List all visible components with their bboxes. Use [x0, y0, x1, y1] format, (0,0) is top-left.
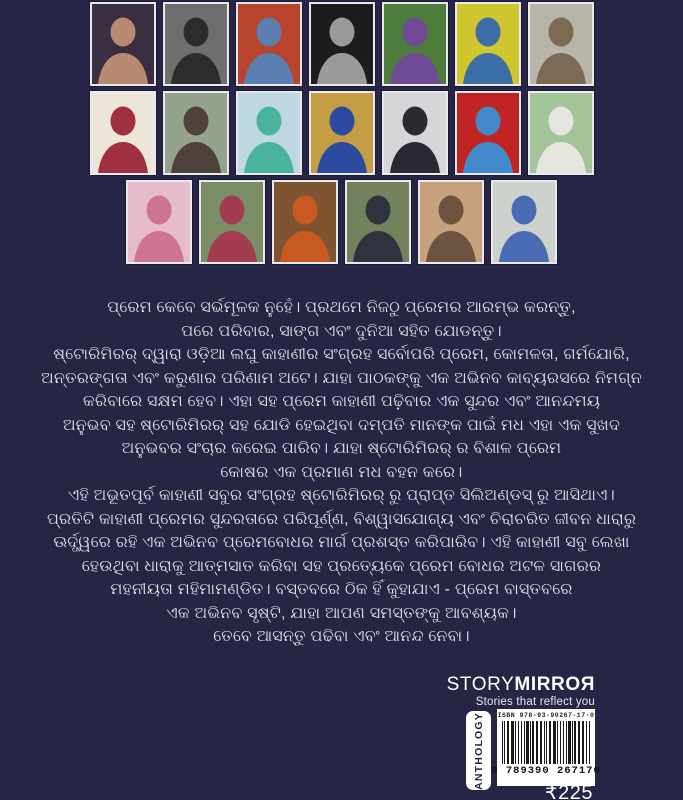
storymirror-logo: [447, 674, 595, 696]
author-photo-man-light-blue-shirt: [491, 180, 557, 264]
person-silhouette: [384, 93, 446, 173]
author-photo-woman-orange-sari: [272, 180, 338, 264]
person-silhouette: [530, 4, 592, 84]
author-photo-man-suit-glasses-outdoors: [345, 180, 411, 264]
blurb-line: କୋଷର ଏକ ପ୍ରମାଣ ମଧ ବହନ କରେ।: [220, 463, 463, 481]
author-photo-woman-white-dupatta-green-background: [528, 91, 594, 175]
blurb-line: ହେଉଥିବା ଧାରାକୁ ଆତ୍ମସାତ କରିବା ସହ ପ୍ରତ୍ୟେକେ ପ୍ରେମ ବୋଧର ଅଟଳ ସାଗରର: [81, 557, 602, 575]
blurb-line: ଏହି ଅଭୂତପୂର୍ବ କାହାଣୀ ସବୁର ସଂଗ୍ରହ ଷ୍ଟୋରିମିରର୍ ରୁ ପ୍ରାପ୍ତ ସିଲିଅଣ୍ଡସ୍ ରୁ ଆସିଥାଏ।: [68, 487, 615, 504]
logo-tagline: Stories that reflect you: [475, 696, 595, 708]
author-photo-man-purple-shirt-green-background: [382, 2, 448, 86]
blurb-line: କରିବାରେ ସକ୍ଷମ ହେବ। ଏହା ସହ ପ୍ରେମ କାହାଣୀ ପଢ଼ିବାର ଏକ ସୁନ୍ଦର ଏବଂ ଆନନ୍ଦମୟ: [82, 393, 601, 410]
blurb-line: ମହନୀୟତା ମହିମାମଣ୍ଡିତ। ବସ୍ତବରେ ଠିକ ହିଁ କୁହାଯାଏ - ପ୍ରେମ ବାସ୍ତବରେ: [110, 581, 573, 598]
barcode-number: 9 789390 267170: [491, 765, 601, 777]
blurb-line: ପ୍ରେମ କେବେ ସର୍ଭମୂଳକ ନୁହେଁ। ପ୍ରଥମେ ନିଜଠୁ ପ୍ରେମର ଆରମ୍ଭ କରନ୍ତୁ,: [107, 299, 576, 316]
blurb-line: ପରେ ପରିବାର, ସାଙ୍ଗ ଏବଂ ଦୁନିଆ ସହିତ ଯୋଡନ୍ତୁ।: [181, 322, 502, 340]
person-silhouette: [311, 4, 373, 84]
blurb-line: ଏକ ଅଭିନବ ସୃଷ୍ଟି, ଯାହା ଆପଣ ସମସ୍ତଙ୍କୁ ଆବଶ୍ୟକ।: [166, 604, 517, 622]
person-silhouette: [420, 182, 482, 262]
barcode-bars: [502, 721, 590, 764]
author-photo-man-striped-shirt-outdoors: [199, 180, 265, 264]
isbn-barcode: [491, 709, 601, 786]
authors-photo-grid: [0, 2, 683, 264]
anthology-badge: [466, 711, 491, 790]
person-silhouette: [92, 4, 154, 84]
person-silhouette: [311, 93, 373, 173]
photo-row: [0, 180, 683, 264]
person-silhouette: [493, 182, 555, 262]
blurb-line: ଊର୍ଦ୍ଧ୍ୱରେ ରହି ଏକ ଅଭିନବ ପ୍ରେମବୋଧର ମାର୍ଗ ପ୍ରଶସ୍ତ କରିପାରିବ। ଏହି କାହାଣୀ ସବୁ ଲେଖା: [53, 534, 630, 551]
person-silhouette: [457, 4, 519, 84]
author-photo-man-black-and-white: [163, 2, 229, 86]
person-silhouette: [165, 4, 227, 84]
isbn-text: ISBN 978-93-90267-17-0: [497, 712, 595, 719]
author-photo-man-blue-kurta-red-background: [236, 2, 302, 86]
blurb-line: ଅନ୍ତରଙ୍ଗତା ଏବଂ କରୁଣାର ପରିଣାମ ଅଟେ। ଯାହା ପାଠକଙ୍କୁ ଏକ ଅଭିନବ କାବ୍ୟରସରେ ନିମଗ୍ନ: [41, 369, 642, 387]
photo-row: [0, 91, 683, 175]
author-photo-man-blue-jacket-yellow-background: [455, 2, 521, 86]
price: ₹225: [544, 782, 593, 800]
blurb-line: ପ୍ରତିଟି କାହାଣୀ ପ୍ରେମର ସୁନ୍ଦରତାରେ ପରିପୂର୍ଣ୍ଣ, ବିଶ୍ୱାସଯୋଗ୍ୟ ଏବଂ ଚିରାଚରିତ ଜୀବନ ଧାରାରୁ: [46, 510, 637, 528]
author-photo-woman-dark-hair-sepia: [90, 2, 156, 86]
person-silhouette: [347, 182, 409, 262]
photo-row: [0, 2, 683, 86]
logo-text-mirror: MIRROЯ: [514, 674, 595, 695]
person-silhouette: [457, 93, 519, 173]
person-silhouette: [92, 93, 154, 173]
blurb-text: [30, 296, 653, 649]
author-photo-man-pink-shirt: [126, 180, 192, 264]
person-silhouette: [274, 182, 336, 262]
author-photo-woman-blue-sari-gold-background: [309, 91, 375, 175]
blurb-line: ଷ୍ଟୋରିମିରର୍ ଦ୍ୱାରା ଓଡ଼ିଆ ଲଘୁ କାହାଣୀର ସଂଗ୍ରହ ସର୍ବୋପରି ପ୍ରେମ, କୋମଳତା, ଗର୍ମଯୋରି,: [53, 346, 630, 363]
author-photo-man-selfie-glasses: [418, 180, 484, 264]
logo-text-story: STORY: [446, 674, 515, 695]
person-silhouette: [128, 182, 190, 262]
author-photo-man-dark-suit-grey-background: [382, 91, 448, 175]
author-photo-man-blue-shirt-red-background: [455, 91, 521, 175]
person-silhouette: [530, 93, 592, 173]
author-photo-man-black-and-white-dark: [309, 2, 375, 86]
author-photo-woman-red-sari-cream-background: [90, 91, 156, 175]
blurb-line: ଅନୁଭବ ସହ ଷ୍ଟୋରିମିରର୍ ସହ ଯୋଡି ହେଇଥିବା ଦମ୍ପତି ମାନଙ୍କ ପାଇଁ ମଧ ଏହା ଏକ ସୁଖଦ: [62, 416, 621, 434]
person-silhouette: [238, 4, 300, 84]
anthology-badge-label: ANTHOLOGY: [472, 711, 485, 790]
author-photo-woman-sage-background: [163, 91, 229, 175]
author-photo-man-teal-shirt-sky-background: [236, 91, 302, 175]
person-silhouette: [238, 93, 300, 173]
person-silhouette: [201, 182, 263, 262]
author-photo-man-grey-cap: [528, 2, 594, 86]
blurb-line: ତେବେ ଆସନ୍ତୁ ପଢିବା ଏବଂ ଆନନ୍ଦ ନେବା।: [213, 628, 470, 645]
blurb-line: ଅନୁଭବର ସଂଚାର କରେଇ ପାରିବ। ଯାହା ଷ୍ଟୋରିମିରର୍ ର ବିଶାଳ ପ୍ରେମ: [121, 440, 562, 457]
person-silhouette: [165, 93, 227, 173]
person-silhouette: [384, 4, 446, 84]
